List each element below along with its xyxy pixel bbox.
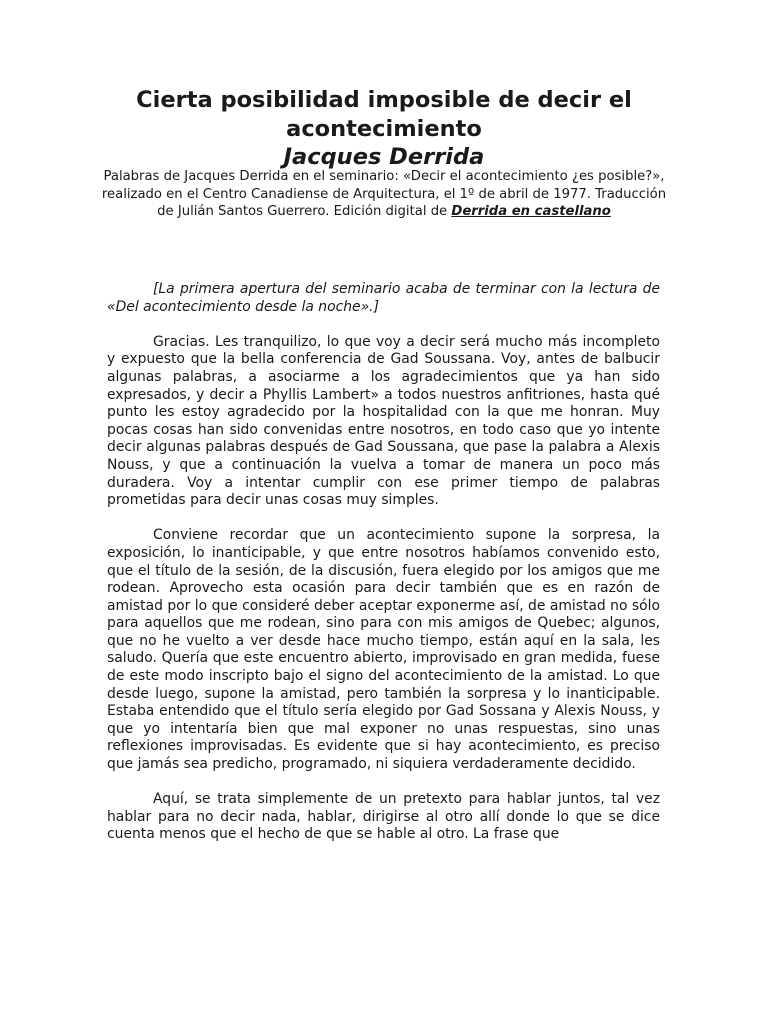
subtitle-text: Palabras de Jacques Derrida en el seminario: «Decir el acontecimiento ¿es posible?», realizado en el Centro Canadiense de Arquitectura, el 1º de abril de 1977. Traducción de Julián Santos Guerrero. Edición digital de	[101, 169, 667, 219]
body-paragraph: Conviene recordar que un acontecimiento supone la sorpresa, la exposición, lo inanticipable, y que entre nosotros habíamos convenido esto, que el título de la sesión, de la discusión, fuera elegido por los amigos que me rodean. Aprovecho esta ocasión para decir también que es en razón de amistad por lo que consideré deber aceptar exponerme así, de amistad no sólo para aquellos que me rodean, sino para con mis amigos de Quebec; algunos, que no he vuelto a ver desde hace mucho tiempo, están aquí en la sala, les saludo. Quería que este encuentro abierto, improvisado en gran medida, fuese de este modo inscripto bajo el signo del acontecimiento de la amistad. Lo que desde luego, supone la amistad, pero también la sorpresa y lo inanticipable. Estaba entendido que el título sería elegido por Gad Sossana y Alexis Nouss, y que yo intentaría bien que mal exponer no unas respuestas, sino unas reflexiones improvisadas. Es evidente que si hay acontecimiento, es preciso que jamás sea predicho, programado, ni siquiera verdaderamente decidido.	[107, 527, 660, 773]
document-author: Jacques Derrida	[283, 144, 485, 170]
body-paragraph: Gracias. Les tranquilizo, lo que voy a decir será mucho más incompleto y expuesto que la bella conferencia de Gad Soussana. Voy, antes de balbucir algunas palabras, a asociarme a los agradecimientos que ya han sido expresados, y decir a Phyllis Lambert» a todos nuestros anfitriones, hasta qué punto les estoy agradecido por la hospitalidad con la que me honran. Muy pocas cosas han sido convenidas entre nosotros, en todo caso que yo intente decir algunas palabras después de Gad Soussana, que pase la palabra a Alexis Nouss, y que a continuación la vuelva a tomar de manera un poco más duradera. Voy a intentar cumplir con ese primer tiempo de palabras prometidas para decir unas cosas muy simples.	[107, 333, 660, 509]
derrida-en-castellano-link[interactable]: Derrida en castellano	[451, 204, 611, 219]
document-body	[107, 281, 660, 862]
intro-paragraph: [La primera apertura del seminario acaba de terminar con la lectura de «Del acontecimiento desde la noche».]	[107, 281, 660, 315]
document-subtitle	[100, 168, 668, 221]
body-paragraph: Aquí, se trata simplemente de un pretexto para hablar juntos, tal vez hablar para no decir nada, hablar, dirigirse al otro allí donde lo que se dice cuenta menos que el hecho de que se hable al otro. La frase que	[107, 791, 660, 843]
document-title: Cierta posibilidad imposible de decir el acontecimiento	[136, 87, 632, 142]
